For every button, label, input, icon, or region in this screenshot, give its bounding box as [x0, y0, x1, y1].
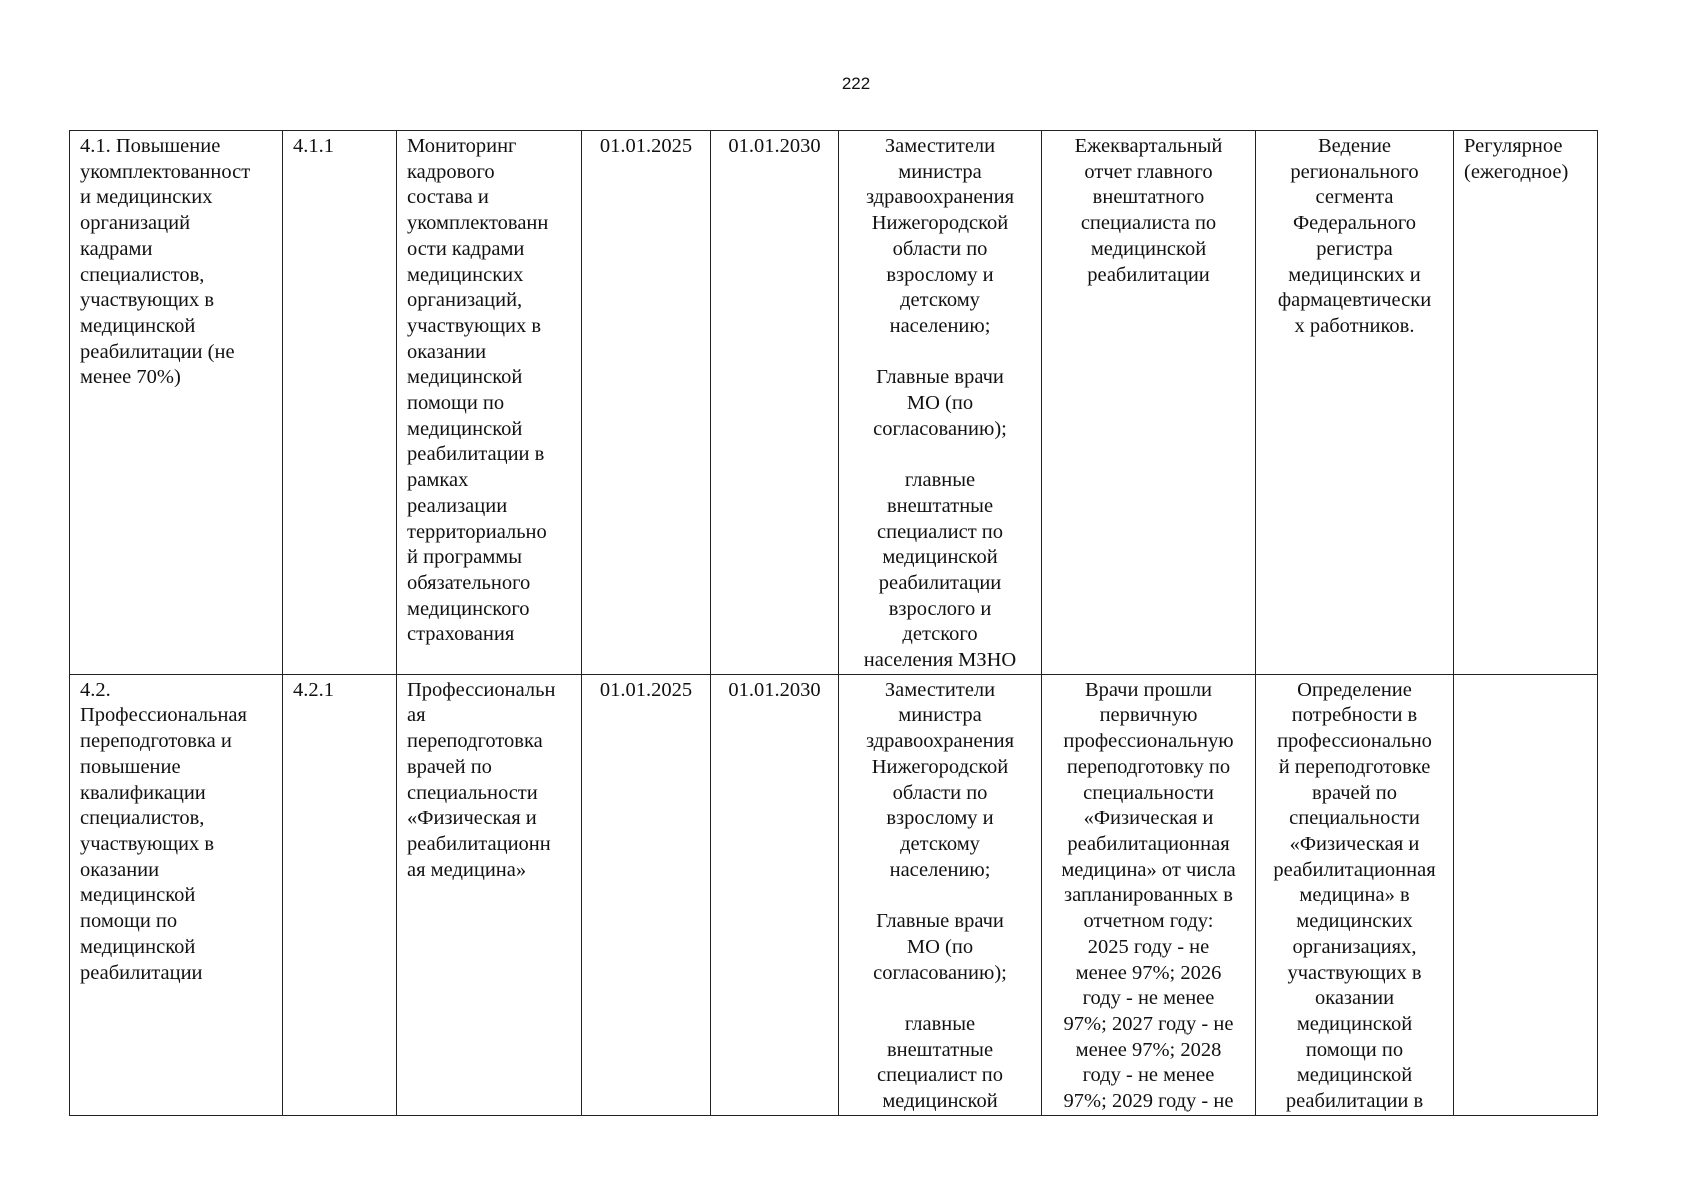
result-cell: Ежеквартальный отчет главного внештатного специалиста по медицинской реабилитации: [1042, 131, 1256, 675]
activity-table: [69, 130, 1598, 1116]
activity-cell: Мониторинг кадрового состава и укомплектованн ости кадрами медицинских организаций, участвующих в оказании медицинской помощи по медицинской реабилитации в рамках реализации территориально й программы обязательного медицинского страхования: [397, 131, 582, 675]
responsible-cell: Заместители министра здравоохранения Нижегородской области по взрослому и детскому населению; Главные врачи МО (по согласованию); главные внештатные специалист по медицинской: [839, 674, 1042, 1115]
start-date-cell: 01.01.2025: [582, 674, 711, 1115]
activity-cell: Профессиональн ая переподготовка врачей по специальности «Физическая и реабилитационн ая медицина»: [397, 674, 582, 1115]
responsible-cell: Заместители министра здравоохранения Нижегородской области по взрослому и детскому населению; Главные врачи МО (по согласованию); главные внештатные специалист по медицинской реабилитации взрослого и детского населения МЗНО: [839, 131, 1042, 675]
code-cell: 4.1.1: [283, 131, 397, 675]
table-row: [70, 674, 1598, 1115]
result-cell: Врачи прошли первичную профессиональную переподготовку по специальности «Физическая и реабилитационная медицина» от числа запланированных в отчетном году: 2025 году - не менее 97%; 2026 году - не менее 97%; 2027 году - не менее 97%; 2028 году - не менее 97%; 2029 году - не: [1042, 674, 1256, 1115]
end-date-cell: 01.01.2030: [711, 131, 839, 675]
indicator-cell: Определение потребности в профессионально й переподготовке врачей по специальности «Физическая и реабилитационная медицина» в медицинских организациях, участвующих в оказании медицинской помощи по медицинской реабилитации в: [1256, 674, 1454, 1115]
page-number: 222: [841, 74, 871, 93]
indicator-cell: Ведение регионального сегмента Федерального регистра медицинских и фармацевтически х работников.: [1256, 131, 1454, 675]
task-cell: 4.2. Профессиональная переподготовка и повышение квалификации специалистов, участвующих в оказании медицинской помощи по медицинской реабилитации: [70, 674, 283, 1115]
periodicity-cell: Регулярное (ежегодное): [1454, 131, 1598, 675]
table-row: [70, 131, 1598, 675]
periodicity-cell: [1454, 674, 1598, 1115]
start-date-cell: 01.01.2025: [582, 131, 711, 675]
code-cell: 4.2.1: [283, 674, 397, 1115]
end-date-cell: 01.01.2030: [711, 674, 839, 1115]
task-cell: 4.1. Повышение укомплектованност и медицинских организаций кадрами специалистов, участвующих в медицинской реабилитации (не менее 70%): [70, 131, 283, 675]
